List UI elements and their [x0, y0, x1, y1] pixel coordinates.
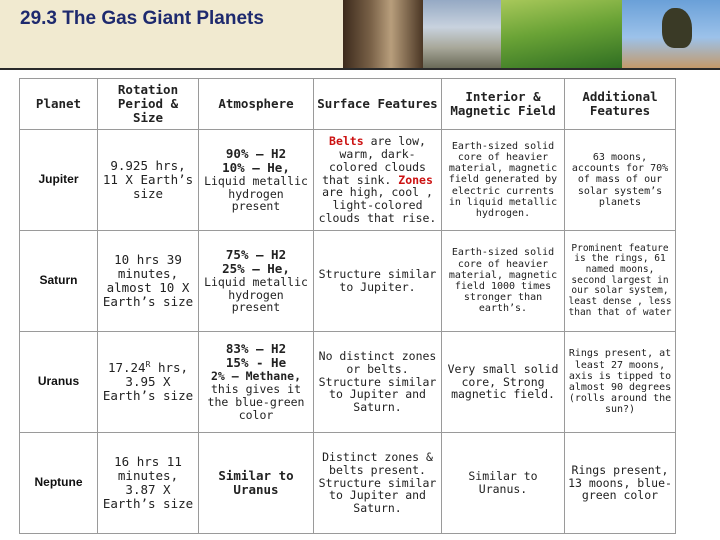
atmosphere-cell: Similar to Uranus: [199, 433, 314, 534]
rotation-value: 17.24: [107, 360, 146, 376]
table-row-uranus: [20, 332, 676, 433]
additional-cell: Prominent feature is the rings, 61 named moons, second largest in our solar system, least dense , less than that of water: [565, 231, 676, 332]
atmosphere-cell: [199, 130, 314, 231]
waterfall-photo: [423, 0, 501, 68]
rotation-text: hrs, 3.95 X Earth’s size: [102, 360, 194, 404]
atmosphere-cell: [199, 332, 314, 433]
surface-text: are high, cool , light-colored clouds that rise.: [318, 185, 437, 226]
additional-cell: Rings present, at least 27 moons, axis is tipped to almost 90 degrees (rolls around the sun?): [565, 332, 676, 433]
table-row-saturn: [20, 231, 676, 332]
atmosphere-line: 2% – Methane,: [210, 369, 301, 384]
interior-cell: Similar to Uranus.: [442, 433, 565, 534]
additional-cell: Rings present, 13 moons, blue-green color: [565, 433, 676, 534]
atmosphere-cell: [199, 231, 314, 332]
table-row-neptune: [20, 433, 676, 534]
interior-cell: Earth-sized solid core of heavier material, magnetic field 1000 times stronger than earth’s.: [442, 231, 565, 332]
header-interior: Interior & Magnetic Field: [442, 79, 565, 130]
atmosphere-line: 25% – He,: [222, 260, 290, 276]
atmosphere-line: 75% – H2: [225, 246, 287, 262]
planet-name: Jupiter: [20, 130, 98, 231]
surface-cell: [314, 130, 442, 231]
header-planet: Planet: [20, 79, 98, 130]
surface-cell: No distinct zones or belts. Structure similar to Jupiter and Saturn.: [314, 332, 442, 433]
atmosphere-line: 90% – H2: [225, 145, 287, 161]
tree-photo: [622, 0, 720, 68]
header-rule: [0, 68, 720, 70]
belts-term: Belts: [329, 133, 364, 148]
header-photo-strip: [343, 0, 720, 68]
rotation-cell: 16 hrs 11 minutes, 3.87 X Earth’s size: [98, 433, 199, 534]
atmosphere-line: 15% - He: [225, 355, 287, 371]
atmosphere-line: 10% – He,: [222, 159, 290, 175]
atmosphere-detail: Liquid metallic hydrogen present: [204, 173, 308, 214]
interior-cell: Earth-sized solid core of heavier material, magnetic field generated by electric currents in liquid metallic hydrogen.: [442, 130, 565, 231]
header-atmosphere: Atmosphere: [199, 79, 314, 130]
planet-name: Uranus: [20, 332, 98, 433]
surface-text: are low, warm, dark-colored clouds that sink.: [322, 133, 426, 187]
atmosphere-detail: this gives it the blue-green color: [207, 382, 305, 422]
rotation-cell: 9.925 hrs, 11 X Earth’s size: [98, 130, 199, 231]
planet-name: Saturn: [20, 231, 98, 332]
rotation-cell: [98, 332, 199, 433]
header-rotation: Rotation Period & Size: [98, 79, 199, 130]
table-row-jupiter: [20, 130, 676, 231]
header-row: [20, 79, 676, 130]
retrograde-mark: R: [145, 359, 151, 369]
header-additional: Additional Features: [565, 79, 676, 130]
gas-giant-table: [19, 78, 676, 534]
canyon-photo: [343, 0, 423, 68]
additional-cell: 63 moons, accounts for 70% of mass of our solar system’s planets: [565, 130, 676, 231]
interior-cell: Very small solid core, Strong magnetic field.: [442, 332, 565, 433]
rotation-cell: 10 hrs 39 minutes, almost 10 X Earth’s size: [98, 231, 199, 332]
atmosphere-detail: Liquid metallic hydrogen present: [204, 274, 308, 315]
planet-name: Neptune: [20, 433, 98, 534]
surface-cell: Distinct zones & belts present. Structure similar to Jupiter and Saturn.: [314, 433, 442, 534]
grass-hills-photo: [501, 0, 622, 68]
slide-title: 29.3 The Gas Giant Planets: [20, 8, 264, 29]
atmosphere-line: 83% – H2: [225, 341, 287, 357]
header-surface: Surface Features: [314, 79, 442, 130]
surface-cell: Structure similar to Jupiter.: [314, 231, 442, 332]
zones-term: Zones: [398, 172, 433, 187]
